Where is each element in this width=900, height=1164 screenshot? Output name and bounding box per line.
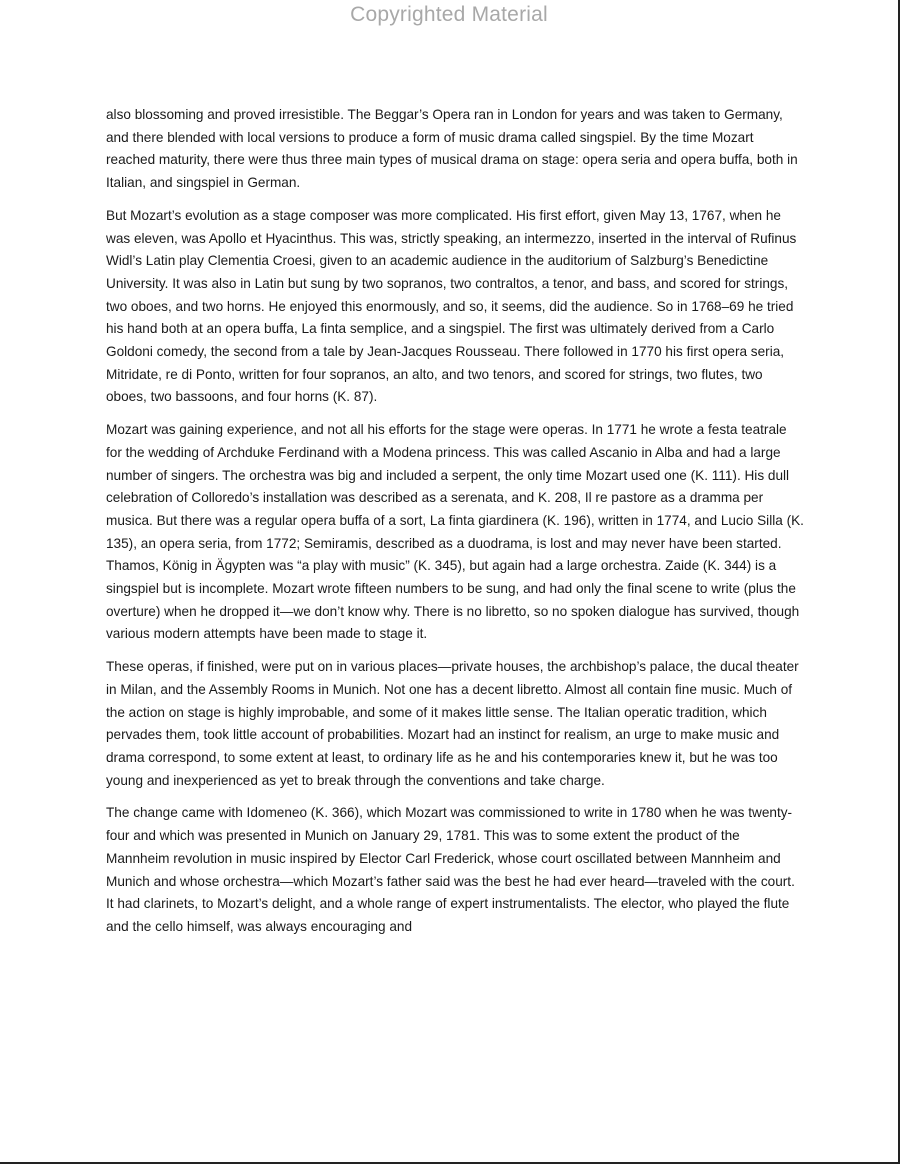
paragraph-4: These operas, if finished, were put on in various places—private houses, the archbishop’s palace, the ducal theater in Milan, and the Assembly Rooms in Munich. Not one has a decent libretto. Almost all contain fine music. Much of the action on stage is highly improbable, and some of it makes little sense. The Italian operatic tradition, which pervades them, took little account of probabilities. Mozart had an instinct for realism, an urge to make music and drama correspond, to some extent at least, to ordinary life as he and his contemporaries knew it, but he was too young and inexperienced as yet to break through the conventions and take charge. — [106, 659, 799, 788]
paragraph-2: But Mozart’s evolution as a stage composer was more complicated. His first effort, given May 13, 1767, when he was eleven, was Apollo et Hyacinthus. This was, strictly speaking, an intermezzo, inserted in the interval of Rufinus Widl’s Latin play Clementia Croesi, given to an academic audience in the auditorium of Salzburg’s Benedictine University. It was also in Latin but sung by two sopranos, two contraltos, a tenor, and bass, and scored for strings, two oboes, and two horns. He enjoyed this enormously, and so, it seems, did the audience. So in 1768–69 he tried his hand both at an opera buffa, La finta semplice, and a singspiel. The first was ultimately derived from a Carlo Goldoni comedy, the second from a tale by Jean-Jacques Rousseau. There followed in 1770 his first opera seria, Mitridate, re di Ponto, written for four sopranos, an alto, and two tenors, and scored for strings, two flutes, two oboes, two bassoons, and four horns (K. 87). — [106, 207, 797, 405]
copyright-watermark: Copyrighted Material — [350, 3, 548, 26]
paragraph-1: also blossoming and proved irresistible. The Beggar’s Opera ran in London for years and was taken to Germany, and there blended with local versions to produce a form of music drama called singspiel. By the time Mozart reached maturity, there were thus three main types of musical drama on stage: opera seria and opera buffa, both in Italian, and singspiel in German. — [106, 107, 798, 191]
body-text — [106, 104, 806, 949]
paragraph-3: Mozart was gaining experience, and not all his efforts for the stage were operas. In 1771 he wrote a festa teatrale for the wedding of Archduke Ferdinand with a Modena princess. This was called Ascanio in Alba and had a large number of singers. The orchestra was big and included a serpent, the only time Mozart used one (K. 111). His dull celebration of Colloredo’s installation was described as a serenata, and K. 208, Il re pastore as a dramma per musica. But there was a regular opera buffa of a sort, La finta giardinera (K. 196), written in 1774, and Lucio Silla (K. 135), an opera seria, from 1772; Semiramis, described as a duodrama, is lost and may never have been started. Thamos, König in Ägypten was “a play with music” (K. 345), but again had a large orchestra. Zaide (K. 344) is a singspiel but is incomplete. Mozart wrote fifteen numbers to be sung, and had only the final scene to write (plus the overture) when he dropped it—we don’t know why. There is no libretto, so no spoken dialogue has survived, though various modern attempts have been made to stage it. — [106, 422, 804, 642]
paragraph-5: The change came with Idomeneo (K. 366), which Mozart was commissioned to write in 1780 when he was twenty-four and which was presented in Munich on January 29, 1781. This was to some extent the product of the Mannheim revolution in music inspired by Elector Carl Frederick, whose court oscillated between Mannheim and Munich and whose orchestra—which Mozart’s father said was the best he had ever heard—traveled with the court. It had clarinets, to Mozart’s delight, and a whole range of expert instrumentalists. The elector, who played the flute and the cello himself, was always encouraging and — [106, 805, 795, 934]
